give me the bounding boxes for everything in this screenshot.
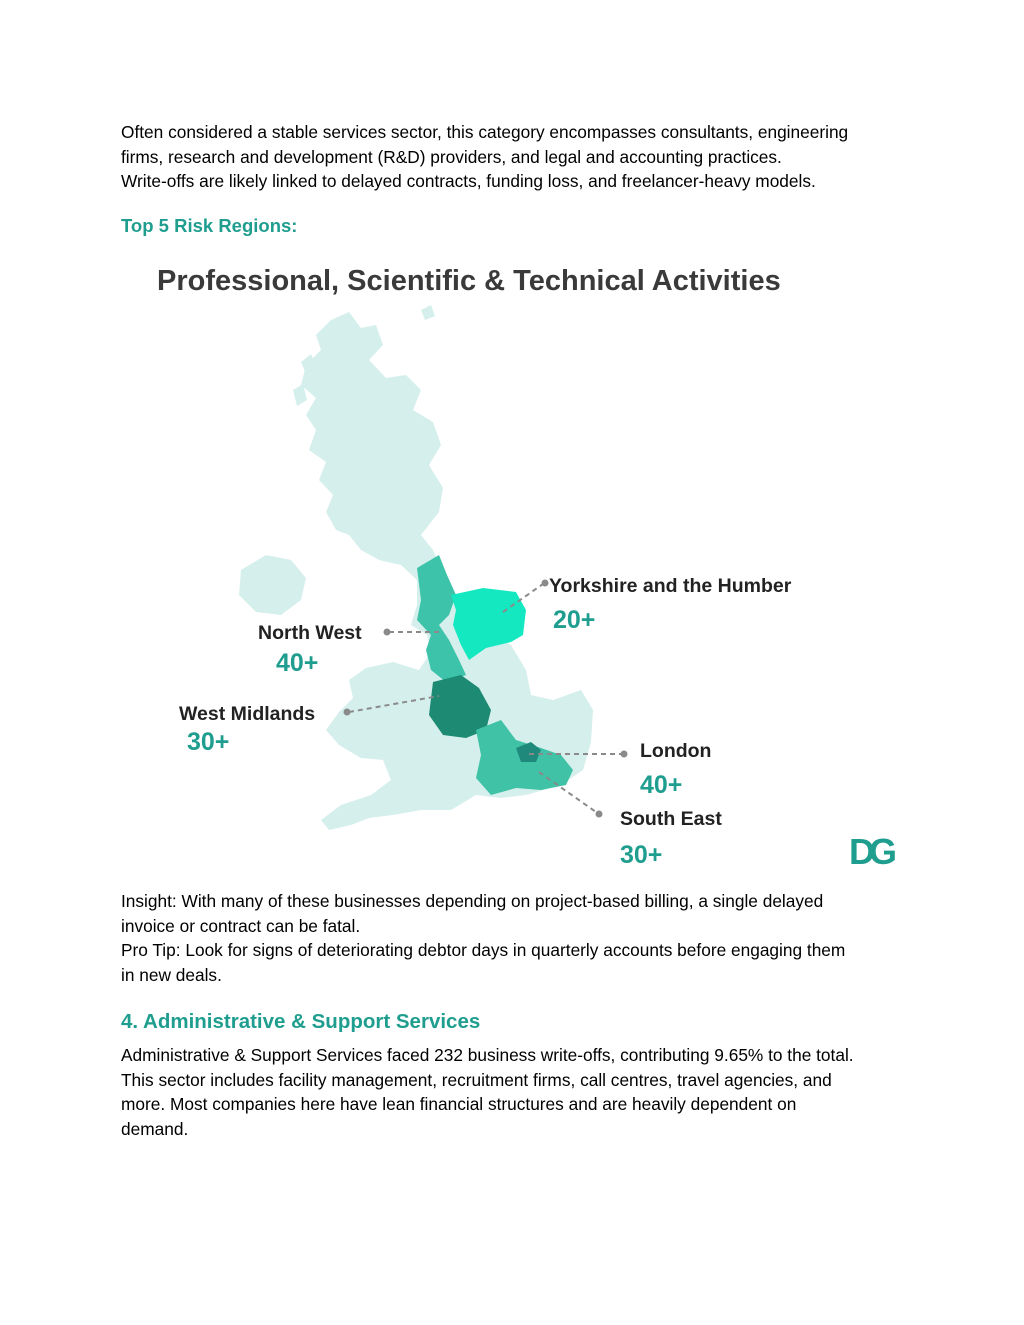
map-land-northern-ireland: [239, 555, 306, 615]
label-london-name: London: [640, 740, 712, 762]
insight-paragraph: [121, 889, 911, 987]
leader-dot-north-west: [384, 629, 391, 636]
uk-risk-map: [121, 250, 911, 885]
risk-regions-heading: Top 5 Risk Regions:: [121, 215, 298, 236]
dg-logo: [849, 831, 895, 872]
insight-line: invoice or contract can be fatal.: [121, 915, 361, 936]
leader-dot-london: [621, 751, 628, 758]
label-north-west-value: 40+: [276, 649, 319, 677]
section-4-heading: 4. Administrative & Support Services: [121, 1010, 481, 1033]
intro-line: firms, research and development (R&D) providers, and legal and accounting practices.: [121, 146, 782, 167]
label-london-value: 40+: [640, 771, 683, 799]
section-4-paragraph: [121, 1043, 911, 1141]
leader-dot-south-east: [596, 811, 603, 818]
label-yorkshire-name: Yorkshire and the Humber: [549, 575, 792, 597]
uk-risk-map-figure: [121, 250, 911, 885]
section-4-line: demand.: [121, 1118, 189, 1139]
label-south-east-value: 30+: [620, 841, 663, 869]
pro-tip-line: in new deals.: [121, 964, 222, 985]
pro-tip-line: Pro Tip: Look for signs of deteriorating debtor days in quarterly accounts before engaging them: [121, 940, 846, 960]
section-4-line: This sector includes facility management, recruitment firms, call centres, travel agencies, and: [121, 1069, 832, 1090]
map-title: Professional, Scientific & Technical Activities: [157, 265, 781, 297]
label-west-midlands-name: West Midlands: [179, 703, 316, 725]
leader-dot-west-midlands: [344, 709, 351, 716]
dg-logo-text: DG: [849, 831, 891, 872]
section-4-line: more. Most companies here have lean financial structures and are heavily dependent on: [121, 1094, 797, 1114]
label-south-east-name: South East: [620, 808, 722, 830]
insight-line: Insight: With many of these businesses depending on project-based billing, a single delayed: [121, 891, 824, 911]
label-west-midlands-value: 30+: [187, 728, 230, 756]
section-4-line: Administrative & Support Services faced 232 business write-offs, contributing 9.65% to the total.: [121, 1045, 854, 1065]
label-north-west-name: North West: [258, 622, 362, 644]
label-yorkshire-value: 20+: [553, 606, 596, 634]
intro-line: Write-offs are likely linked to delayed contracts, funding loss, and freelancer-heavy models.: [121, 171, 816, 191]
intro-paragraph: [121, 120, 911, 194]
intro-line: Often considered a stable services sector, this category encompasses consultants, engineering: [121, 122, 849, 142]
leader-dot-yorkshire: [542, 580, 549, 587]
